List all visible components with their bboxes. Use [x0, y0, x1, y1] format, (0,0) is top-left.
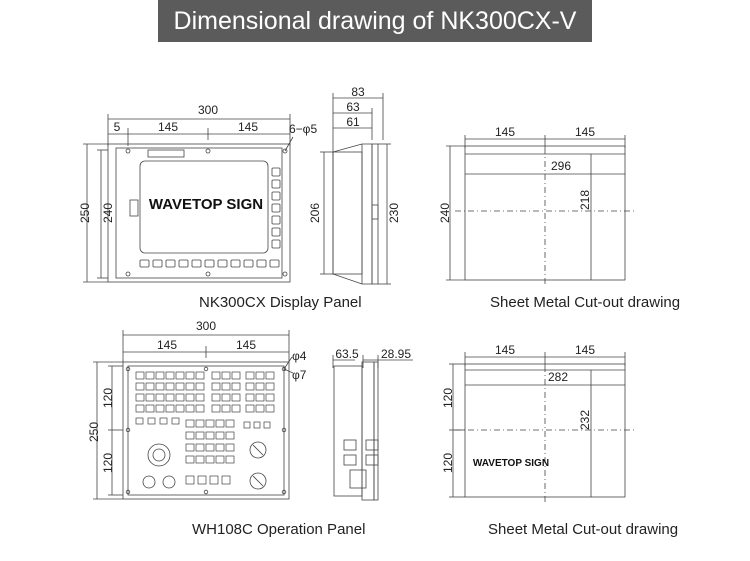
dim-side-63: 63: [346, 100, 360, 114]
dim-display-half-left: 145: [157, 120, 179, 134]
dim-op-hole-small: φ4: [292, 349, 307, 363]
dim-side-206: 206: [308, 202, 322, 224]
dim-op-half-left: 145: [156, 338, 178, 352]
display-cutout-drawing: [446, 135, 635, 285]
dim-display-margin: 5: [113, 120, 121, 134]
dim-op-height: 250: [87, 421, 101, 443]
dim-cut1-height: 240: [438, 202, 452, 224]
dim-display-holes: 6−φ5: [289, 122, 318, 136]
dim-display-inner-height: 240: [101, 202, 115, 224]
caption-operation-panel: WH108C Operation Panel: [192, 521, 366, 538]
brand-logo: WAVETOP SIGN: [148, 196, 264, 213]
operation-panel-front: [93, 330, 293, 499]
dim-cut1-half-right: 145: [574, 125, 596, 139]
dim-op-half-right: 145: [235, 338, 257, 352]
dim-side-230: 230: [387, 202, 401, 224]
dim-side-83: 83: [351, 85, 365, 99]
dim-display-half-right: 145: [237, 120, 259, 134]
dim-cut2-inner-height: 232: [578, 409, 592, 431]
caption-display-panel: NK300CX Display Panel: [199, 294, 362, 311]
dim-cut2-half-right: 145: [574, 343, 596, 357]
dim-op-upper: 120: [101, 387, 115, 409]
dim-display-width: 300: [197, 103, 219, 117]
dim-cut1-inner-height: 218: [578, 189, 592, 211]
dim-cut2-lower: 120: [441, 452, 455, 474]
dim-display-height: 250: [78, 202, 92, 224]
dim-cut2-half-left: 145: [494, 343, 516, 357]
dim-opside-28-95: 28.95: [380, 347, 412, 361]
dim-cut2-inner-width: 282: [547, 370, 569, 384]
operation-panel-side: [333, 355, 413, 500]
dim-op-width: 300: [195, 319, 217, 333]
brand-logo-cutout: WAVETOP SIGN: [472, 458, 550, 469]
dim-side-61: 61: [346, 115, 360, 129]
dim-cut1-inner-width: 296: [550, 159, 572, 173]
dim-cut1-half-left: 145: [494, 125, 516, 139]
caption-operation-cutout: Sheet Metal Cut-out drawing: [488, 521, 679, 538]
page-title: Dimensional drawing of NK300CX-V: [158, 0, 592, 42]
dim-op-hole-large: φ7: [292, 368, 307, 382]
dim-op-lower: 120: [101, 452, 115, 474]
operation-cutout-drawing: [449, 352, 635, 502]
dim-cut2-upper: 120: [441, 387, 455, 409]
caption-display-cutout: Sheet Metal Cut-out drawing: [490, 294, 681, 311]
dim-opside-63-5: 63.5: [335, 347, 359, 361]
